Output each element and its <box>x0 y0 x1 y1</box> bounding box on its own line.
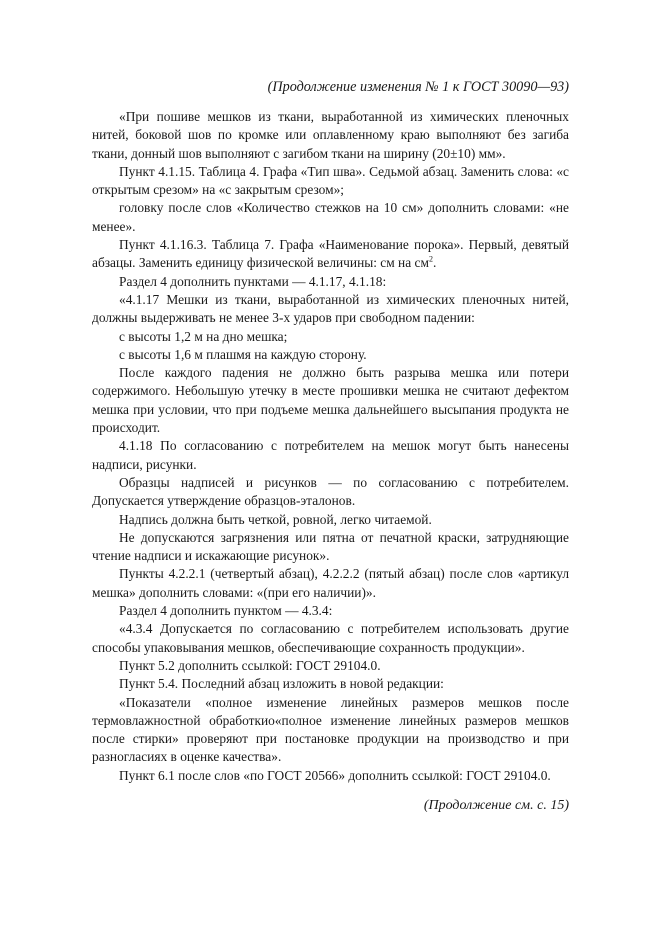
paragraph: «Показатели «полное изменение линейных размеров мешков после термовлажностной обработкио«полное изменение линейных размеров мешков после стирки» проверяют при постановке продукции на производство и при разногласиях в оценке качества». <box>92 694 569 765</box>
continuation-footer: (Продолжение см. с. 15) <box>423 797 569 813</box>
paragraph: «4.3.4 Допускается по согласованию с потребителем использовать другие способы упаковывания мешков, обеспечивающие сохранность продукции». <box>92 621 569 655</box>
paragraph: Пункт 4.1.15. Таблица 4. Графа «Тип шва». Седьмой абзац. Заменить слова: «с открытым срезом» на «с закрытым срезом»; <box>92 163 569 198</box>
paragraph: Пункт 6.1 после слов «по ГОСТ 20566» дополнить ссылкой: ГОСТ 29104.0. <box>119 767 551 783</box>
paragraph: После каждого падения не должно быть разрыва мешка или потери содержимого. Небольшую утечку в месте прошивки мешка не считают дефектом мешка при условии, что при подъеме мешка дальнейшего высыпания продукта не происходит. <box>92 365 569 436</box>
paragraph: «При пошиве мешков из ткани, выработанной из химических пленочных нитей, боковой шов по кромке или оплавленному краю выполняют без загиба ткани, донный шов выполняют с загибом ткани на ширину (20±10) мм». <box>92 109 569 161</box>
paragraph <box>92 236 569 273</box>
paragraph: Надпись должна быть четкой, ровной, легко читаемой. <box>119 511 432 527</box>
paragraph: Раздел 4 дополнить пунктом — 4.3.4: <box>119 603 333 619</box>
paragraph: «4.1.17 Мешки из ткани, выработанной из химических пленочных нитей, должны выдерживать не менее 3-х ударов при свободном падении: <box>92 291 569 326</box>
paragraph: Пункт 5.2 дополнить ссылкой: ГОСТ 29104.0. <box>119 657 381 673</box>
document-page <box>92 78 569 815</box>
paragraph: 4.1.18 По согласованию с потребителем на мешок могут быть нанесены надписи, рисунки. <box>92 438 569 472</box>
paragraph: Не допускаются загрязнения или пятна от печатной краски, затрудняющие чтение надписи и искажающие рисунок». <box>92 529 569 564</box>
continuation-header: (Продолжение изменения № 1 к ГОСТ 30090—93) <box>267 79 569 95</box>
paragraph: с высоты 1,6 м плашмя на каждую сторону. <box>119 346 367 362</box>
paragraph: Пункты 4.2.2.1 (четвертый абзац), 4.2.2.2 (пятый абзац) после слов «артикул мешка» дополнить словами: «(при его наличии)». <box>92 566 569 600</box>
paragraph: Образцы надписей и рисунков — по согласованию с потребителем. Допускается утверждение образцов-эталонов. <box>92 474 569 509</box>
period: . <box>432 255 437 271</box>
paragraph: головку после слов «Количество стежков на 10 см» дополнить словами: «не менее». <box>92 200 569 234</box>
paragraph: Пункт 5.4. Последний абзац изложить в новой редакции: <box>119 676 444 692</box>
paragraph-text: Пункт 4.1.16.3. Таблица 7. Графа «Наименование порока». Первый, девятый абзацы. Заменить единицу физической величины: см на см <box>92 237 569 271</box>
paragraph: Раздел 4 дополнить пунктами — 4.1.17, 4.1.18: <box>119 273 387 289</box>
paragraph: с высоты 1,2 м на дно мешка; <box>119 328 288 344</box>
superscript: 2 <box>428 254 433 264</box>
